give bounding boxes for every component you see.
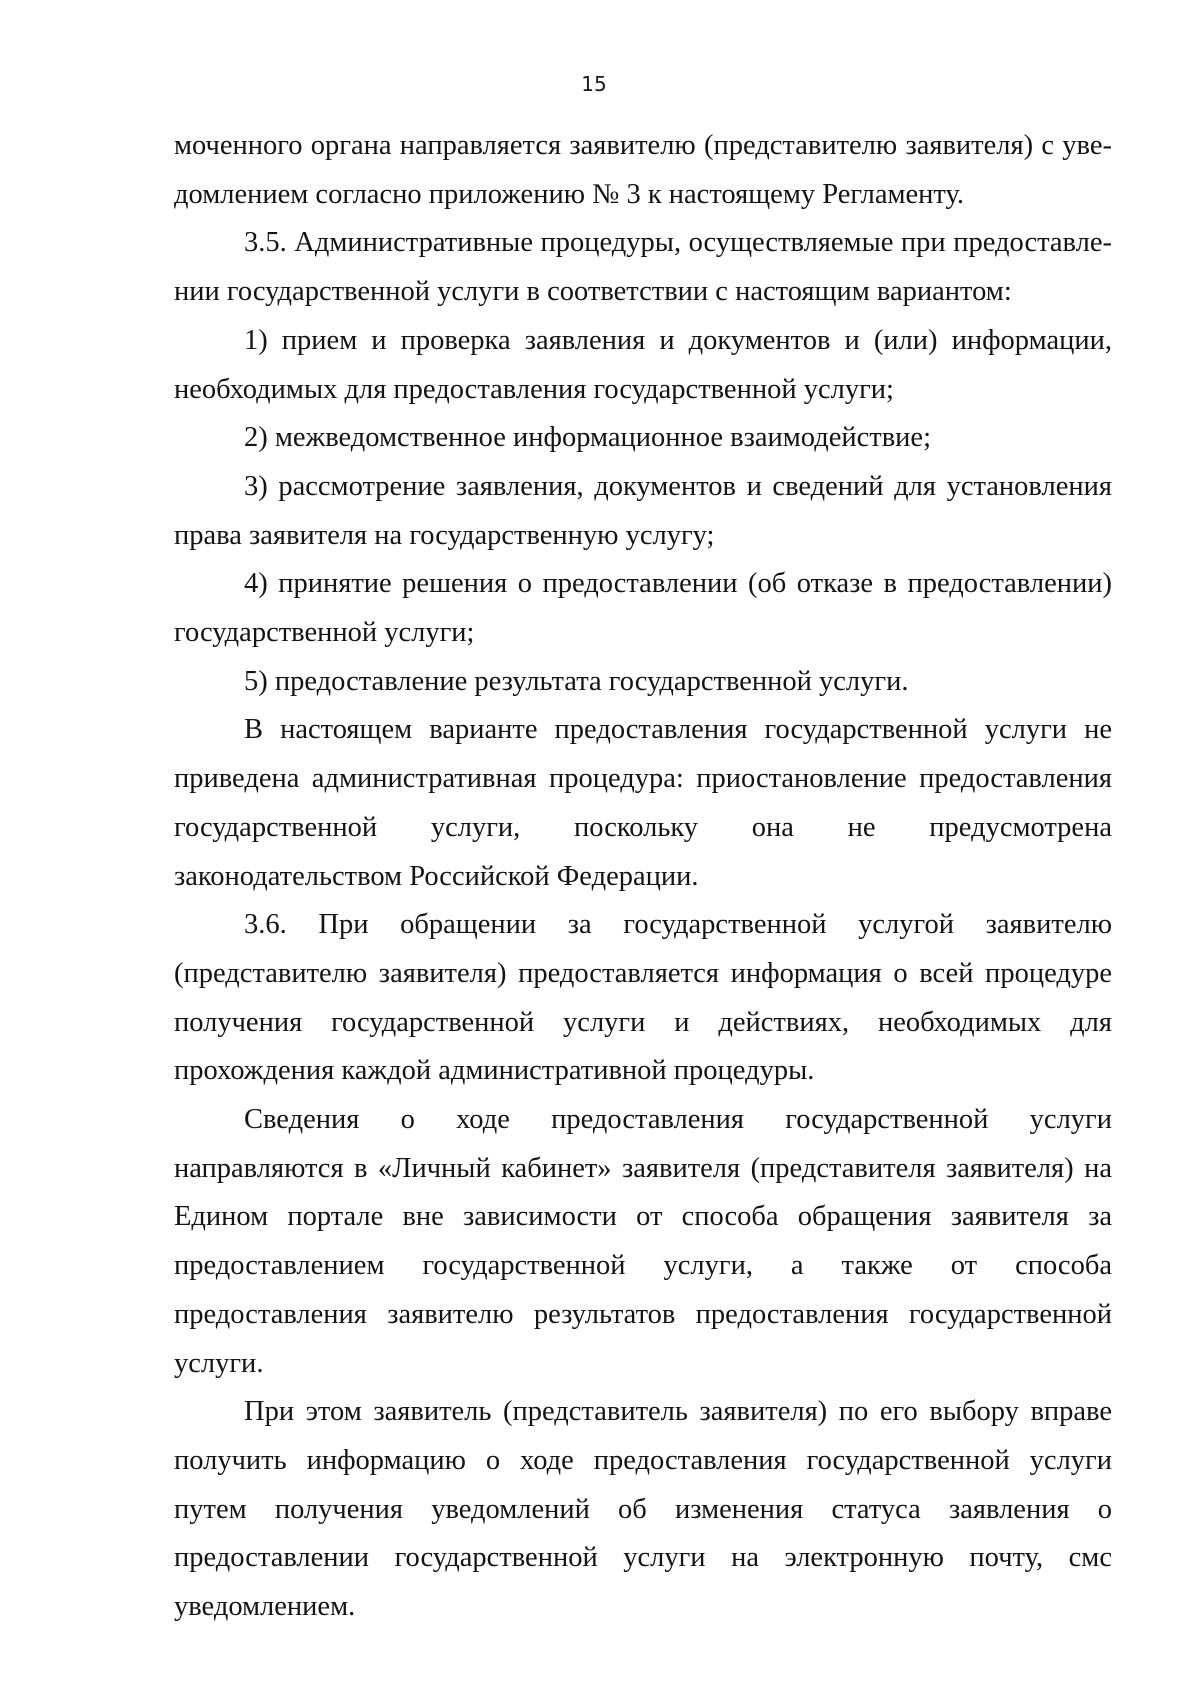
paragraph-variant-note: В настоящем варианте предоставления государственной услуги не приведена административная процедура: приостановление предоставления государственной услуги, поскольку она не предусмотрена законодательством Российской Федерации. <box>174 714 1112 892</box>
list-item-1: 1) прием и проверка заявления и документов и (или) информации, необходимых для предоставления государственной услуги; <box>174 324 1112 405</box>
document-body <box>174 122 1112 1632</box>
list-item-5: 5) предоставление результата государственной услуги. <box>244 665 909 697</box>
list-item-2: 2) межведомственное информационное взаимодействие; <box>244 422 931 454</box>
page-number: 15 <box>581 72 607 96</box>
paragraph-section-3-6: 3.6. При обращении за государственной услугой заявителю (представителю заявителя) предоставляется информация о всей процедуре получения государственной услуги и действиях, необходимых для прохождения каждой административной процедуры. <box>174 909 1112 1087</box>
list-item-3: 3) рассмотрение заявления, документов и сведений для установления права заявителя на государственную услугу; <box>174 470 1112 551</box>
paragraph-status-info: Сведения о ходе предоставления государственной услуги направляются в «Личный кабинет» заявителя (представителя заявителя) на Едином портале вне зависимости от способа обращения заявителя за предоставлением государственной услуги, а также от способа предоставления заявителю результатов предоставления государственной услуги. <box>174 1104 1112 1379</box>
paragraph-continuation: моченного органа направляется заявителю (представителю заявителя) с уведомлением согласно приложению № 3 к настоящему Регламенту. <box>174 130 1112 210</box>
list-item-4: 4) принятие решения о предоставлении (об отказе в предоставлении) государственной услуги; <box>174 568 1112 649</box>
paragraph-section-3-5: 3.5. Административные процедуры, осуществляемые при предоставлении государственной услуги в соответствии с настоящим вариантом: <box>174 227 1112 308</box>
paragraph-notifications: При этом заявитель (представитель заявителя) по его выбору вправе получить информацию о ходе предоставления государственной услуги путем получения уведомлений об изменения статуса заявления о предоставлении государственной услуги на электронную почту, смс уведомлением. <box>174 1396 1112 1623</box>
